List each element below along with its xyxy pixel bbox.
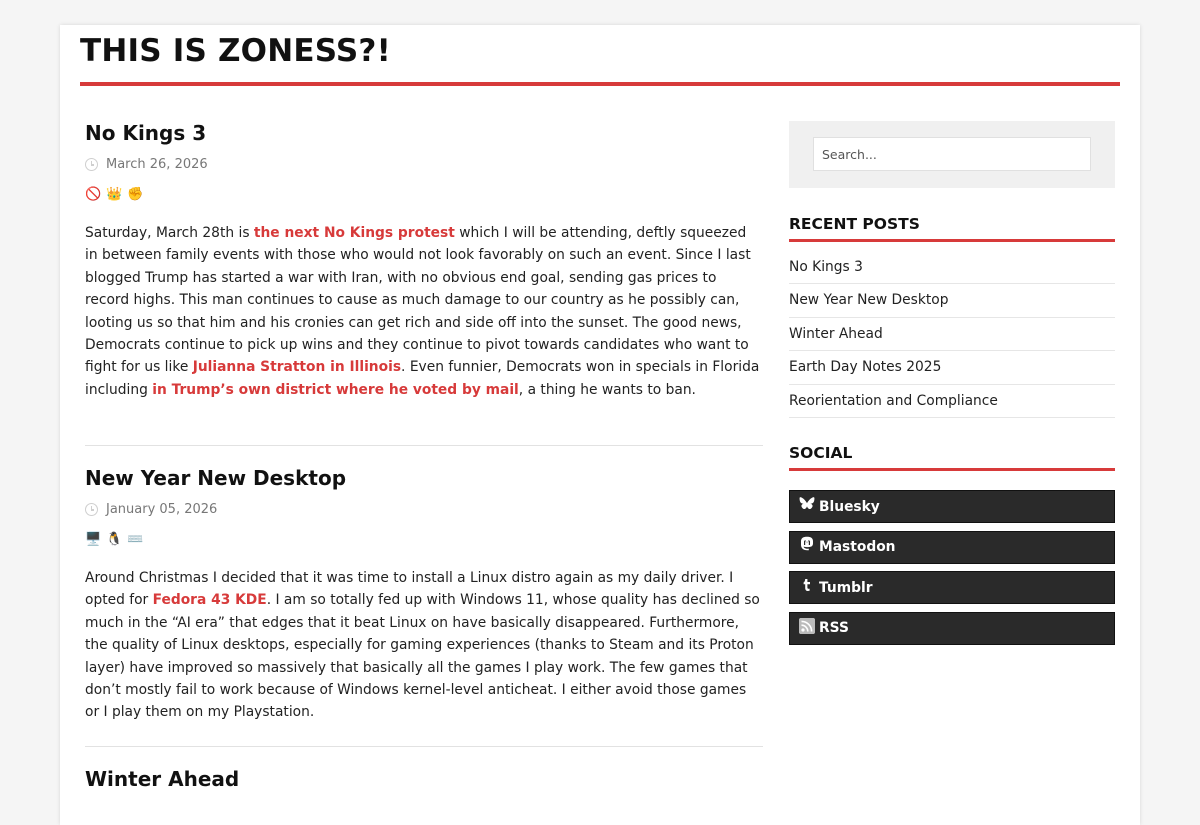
social-label: Mastodon	[819, 539, 896, 555]
tumblr-icon	[799, 577, 815, 593]
post-title[interactable]: No Kings 3	[85, 121, 207, 145]
post-text: . I am so totally fed up with Windows 11, whose quality has declined so much in the “AI era” that edges that it beat Linux on have basically disappeared. Furthermore, the quality of Linux desktops, especially for gaming experiences (thanks to Steam and its Proton layer) have improved so massively that basically all the games I play work. The few games that don’t mostly fail to work because of Windows kernel-level anticheat. I either avoid those games or I play them on my Playstation.	[85, 592, 760, 721]
widget-title-social: SOCIAL	[789, 444, 1115, 471]
clock-icon	[85, 503, 98, 516]
post-divider	[85, 746, 763, 747]
social-label: RSS	[819, 620, 849, 636]
post-text: . Even funnier, Democrats won in specials in Florida including	[85, 359, 760, 398]
social-button-bluesky[interactable]	[789, 490, 1115, 523]
search-input[interactable]	[813, 137, 1091, 171]
post-title[interactable]: Winter Ahead	[85, 767, 240, 791]
post-emojis	[85, 186, 763, 203]
post-body	[85, 567, 763, 724]
raised-fist-emoji: ✊	[127, 186, 144, 202]
recent-post-link[interactable]: New Year New Desktop	[789, 284, 1115, 318]
post-emojis	[85, 531, 763, 548]
penguin-emoji: 🐧	[106, 531, 123, 547]
social-button-mastodon[interactable]	[789, 531, 1115, 564]
social-widget	[789, 444, 1115, 645]
social-button-tumblr[interactable]	[789, 571, 1115, 604]
search-widget	[789, 121, 1115, 188]
page-container	[60, 25, 1140, 825]
bluesky-icon	[799, 496, 815, 512]
recent-post-link[interactable]: Earth Day Notes 2025	[789, 351, 1115, 385]
social-label: Tumblr	[819, 579, 873, 596]
post-date: January 05, 2026	[106, 501, 218, 517]
mastodon-icon	[799, 536, 815, 552]
post-date: March 26, 2026	[106, 156, 208, 172]
post-body	[85, 222, 763, 401]
post-article	[85, 767, 763, 791]
post-text: , a thing he wants to ban.	[518, 381, 696, 398]
post-link[interactable]: in Trump’s own district where he voted by mail	[152, 381, 519, 398]
site-header	[80, 25, 1120, 86]
post-title[interactable]: New Year New Desktop	[85, 466, 347, 490]
recent-post-link[interactable]: Winter Ahead	[789, 318, 1115, 352]
post-article	[85, 466, 763, 724]
post-text: Around Christmas I decided that it was time to install a Linux distro again as my daily driver. I opted for	[85, 570, 734, 609]
post-link[interactable]: the next No Kings protest	[253, 225, 455, 241]
site-title[interactable]: THIS IS ZONESS?!	[80, 33, 391, 69]
keyboard-emoji: ⌨️	[127, 531, 144, 547]
social-button-rss[interactable]	[789, 612, 1115, 645]
post-text: Saturday, March 28th is	[85, 225, 254, 241]
post-divider	[85, 445, 763, 446]
post-link[interactable]: Fedora 43 KDE	[152, 592, 267, 609]
sidebar	[789, 121, 1115, 652]
crown-emoji: 👑	[106, 186, 123, 202]
social-list	[789, 490, 1115, 645]
no-entry-emoji: 🚫	[85, 186, 102, 202]
recent-post-link[interactable]: Reorientation and Compliance	[789, 385, 1115, 419]
recent-posts-list	[789, 254, 1115, 418]
rss-icon	[799, 618, 815, 634]
post-text: which I will be attending, deftly squeezed in between family events with those who would not look favorably on such an event. Since I last blogged Trump has started a war with Iran, with no obvious end goal, sending gas prices to record highs. This man continues to cause as much damage to our country as he possibly can, looting us so that him and his cronies can get rich and side off into the sunset. The good news, Democrats continue to pick up wins and they continue to pivot towards candidates who want to fight for us like	[85, 225, 751, 376]
recent-posts-widget	[789, 215, 1115, 418]
social-label: Bluesky	[819, 498, 880, 515]
post-article	[85, 121, 763, 401]
post-link[interactable]: Julianna Stratton in Illinois	[192, 359, 402, 376]
post-meta	[85, 500, 763, 518]
post-meta	[85, 155, 763, 173]
recent-post-link[interactable]: No Kings 3	[789, 254, 1115, 284]
clock-icon	[85, 158, 98, 171]
desktop-computer-emoji: 🖥️	[85, 531, 102, 547]
widget-title-recent-posts: RECENT POSTS	[789, 215, 1115, 242]
